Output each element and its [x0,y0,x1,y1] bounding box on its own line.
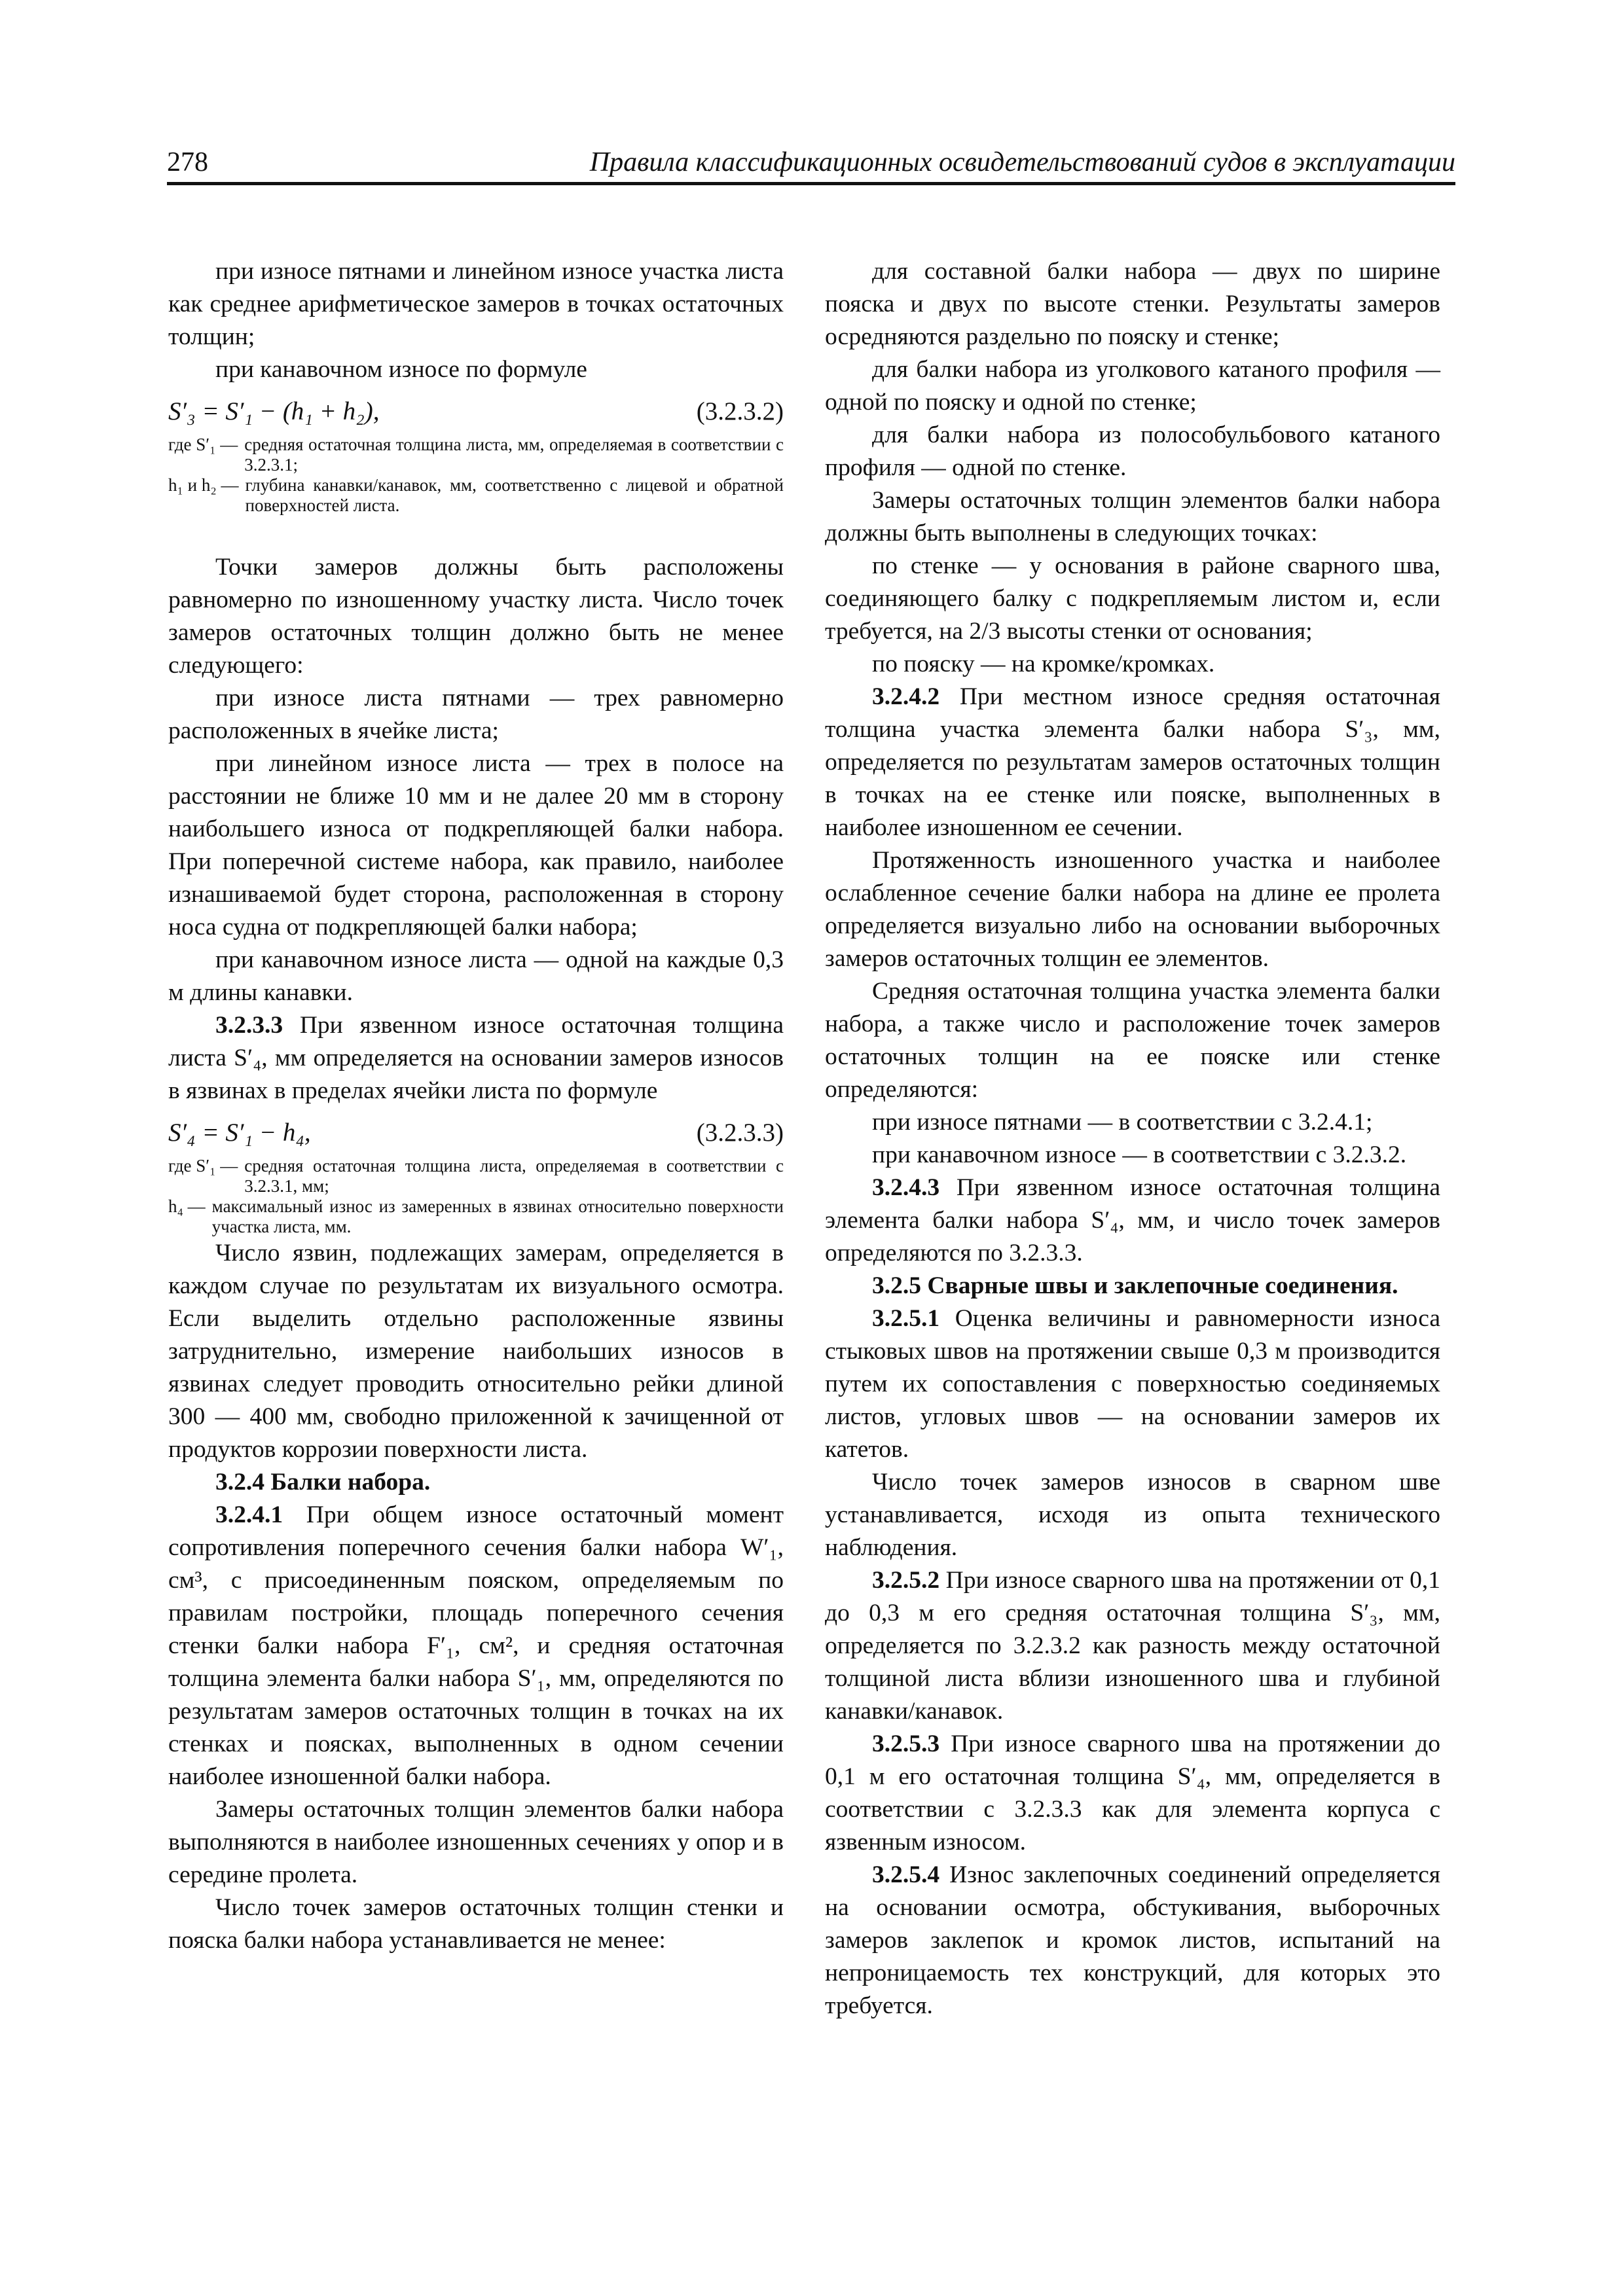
clause-number: 3.2.5.4 [872,1861,940,1888]
legend-row [168,1156,784,1196]
paragraph [825,1302,1440,1466]
clause-number: 3.2.4.3 [872,1174,940,1201]
section-heading-text: 3.2.4 Балки набора. [215,1469,431,1496]
section-heading [825,1270,1440,1302]
legend-row [168,475,784,516]
clause-text: При износе сварного шва на протяжении до 0,1 м его остаточная толщина S′₄, мм, определяется в соответствии с 3.2.3.3 как для элемента корпуса с язвенным износом. [825,1731,1440,1856]
paragraph: при канавочном износе по формуле [215,356,587,383]
paragraph: Число точек замеров износов в сварном шве устанавливается, исходя из опыта технического наблюдения. [825,1469,1440,1561]
clause-number: 3.2.5.1 [872,1305,940,1332]
paragraph: Замеры остаточных толщин элементов балки набора выполняются в наиболее изношенных сечениях у опор и в середине пролета. [168,1796,784,1888]
paragraph: при износе листа пятнами — трех равномерно расположенных в ячейке листа; [168,685,784,744]
clause-text: При язвенном износе остаточная толщина элемента балки набора S′₄, мм, и число точек замеров определяются по 3.2.3.3. [825,1174,1440,1266]
section-heading [168,1466,784,1499]
paragraph [825,1564,1440,1728]
paragraph: Средняя остаточная толщина участка элемента балки набора, а также число и расположение точек замеров остаточных толщин на ее пояске или стенке определяются: [825,978,1440,1103]
clause-text: При местном износе средняя остаточная толщина участка элемента балки набора S′₃, мм, определяется по результатам замеров остаточных толщин в точках на ее стенке или пояске, выполненных в наиболее изношенном ее сечении. [825,683,1440,841]
legend-text: глубина канавки/канавок, мм, соответственно с лицевой и обратной поверхностей листа. [245,475,784,515]
clause-text: Износ заклепочных соединений определяется на основании осмотра, обстукивания, выборочных замеров заклепок и кромок листов, испытаний на непроницаемость тех конструкций, для которых это требуется. [825,1861,1440,2019]
paragraph: Замеры остаточных толщин элементов балки набора должны быть выполнены в следующих точках: [825,487,1440,547]
paragraph: для составной балки набора — двух по ширине пояска и двух по высоте стенки. Результаты замеров осредняются раздельно по пояску и стенке; [825,258,1440,350]
paragraph [168,1499,784,1793]
paragraph: при канавочном износе листа — одной на каждые 0,3 м длины канавки. [168,946,784,1006]
clause-text: При общем износе остаточный момент сопротивления поперечного сечения балки набора W′₁, см³, с присоединенным пояском, определяемым по правилам постройки, площадь поперечного сечения стенки балки набора F′₁, см², и средняя остаточная толщина элемента балки набора S′₁, мм, определяются по результатам замеров остаточных толщин в точках на их стенках и поясках, выполненных в одном сечении наиболее изношенной балки набора. [168,1501,784,1790]
clause-number: 3.2.3.3 [215,1012,283,1039]
paragraph [825,1728,1440,1859]
formula-legend [168,435,784,516]
formula-expression: S′₄ = S′₁ − h₄, [168,1119,311,1147]
paragraph: Число точек замеров остаточных толщин стенки и пояска балки набора устанавливается не менее: [168,1894,784,1954]
section-heading-text: 3.2.5 Сварные швы и заклепочные соединения. [872,1272,1398,1299]
legend-text: средняя остаточная толщина листа, мм, определяемая в соответствии с 3.2.3.1; [244,435,784,475]
legend-row [168,1196,784,1237]
formula-legend [168,1156,784,1237]
legend-symbol: где S′₁ — [168,435,238,454]
legend-symbol: где S′₁ — [168,1156,238,1175]
clause-text: При язвенном износе остаточная толщина листа S′₄, мм определяется на основании замеров износов в язвинах в пределах ячейки листа по формуле [168,1012,784,1104]
paragraph: Число язвин, подлежащих замерам, определяется в каждом случае по результатам их визуального осмотра. Если выделить отдельно расположенные язвины затруднительно, измерение наибольших износов в язвинах следует проводить относительно рейки длиной 300 — 400 мм, свободно приложенной к зачищенной от продуктов коррозии поверхности листа. [168,1240,784,1463]
formula-3-2-3-3 [168,1117,784,1149]
running-title: Правила классификационных освидетельствований судов в эксплуатации [589,147,1455,177]
legend-symbol: h₁ и h₂ — [168,475,239,495]
clause-number: 3.2.4.2 [872,683,940,710]
clause-text: При износе сварного шва на протяжении от 0,1 до 0,3 м его средняя остаточная толщина S′₃, мм, определяется по 3.2.3.2 как разность между остаточной толщиной листа вблизи изношенного шва и глубиной канавки/канавок. [825,1567,1440,1725]
paragraph [168,1009,784,1107]
paragraph: при износе пятнами и линейном износе участка листа как среднее арифметическое замеров в точках остаточных толщин; [168,258,784,350]
legend-text: средняя остаточная толщина листа, определяемая в соответствии с 3.2.3.1, мм; [244,1156,784,1196]
right-column [825,255,1440,2022]
paragraph: для балки набора из полособульбового катаного профиля — одной по стенке. [825,422,1440,481]
left-column [168,255,784,1957]
clause-number: 3.2.4.1 [215,1501,283,1528]
clause-text: Оценка величины и равномерности износа стыковых швов на протяжении свыше 0,3 м производится путем их сопоставления с поверхностью соединяемых листов, угловых швов — на основании замеров их катетов. [825,1305,1440,1463]
page-header [167,143,1455,185]
legend-symbol: h₄ — [168,1196,206,1216]
paragraph: при линейном износе листа — трех в полосе на расстоянии не ближе 10 мм и не далее 20 мм в сторону наибольшего износа от подкрепляющей балки набора. При поперечной системе набора, как правило, наиболее изнашиваемой будет сторона, расположенная в сторону носа судна от подкрепляющей балки набора; [168,750,784,941]
paragraph [825,681,1440,844]
formula-3-2-3-2 [168,395,784,428]
paragraph: при износе пятнами — в соответствии с 3.2.4.1; [872,1109,1373,1136]
formula-number: (3.2.3.3) [696,1119,784,1147]
paragraph: при канавочном износе — в соответствии с 3.2.3.2. [872,1141,1407,1168]
page-number: 278 [167,147,208,177]
paragraph: по стенке — у основания в районе сварного шва, соединяющего балку с подкрепляемым листом и, если требуется, на 2/3 высоты стенки от основания; [825,552,1440,645]
formula-expression: S′₃ = S′₁ − (h₁ + h₂), [168,397,380,425]
paragraph [825,1859,1440,2022]
formula-number: (3.2.3.2) [696,397,784,425]
paragraph: Протяженность изношенного участка и наиболее ослабленное сечение балки набора на длине ее пролета определяется визуально либо на основании выборочных замеров остаточных толщин ее элементов. [825,847,1440,972]
clause-number: 3.2.5.2 [872,1567,940,1594]
paragraph: для балки набора из уголкового катаного профиля — одной по пояску и одной по стенке; [825,356,1440,416]
paragraph [825,1172,1440,1270]
paragraph: по пояску — на кромке/кромках. [872,651,1215,677]
paragraph: Точки замеров должны быть расположены равномерно по изношенному участку листа. Число точек замеров остаточных толщин должно быть не менее следующего: [168,554,784,679]
clause-number: 3.2.5.3 [872,1731,940,1757]
legend-row [168,435,784,475]
legend-text: максимальный износ из замеренных в язвинах относительно поверхности участка листа, мм. [211,1196,784,1236]
